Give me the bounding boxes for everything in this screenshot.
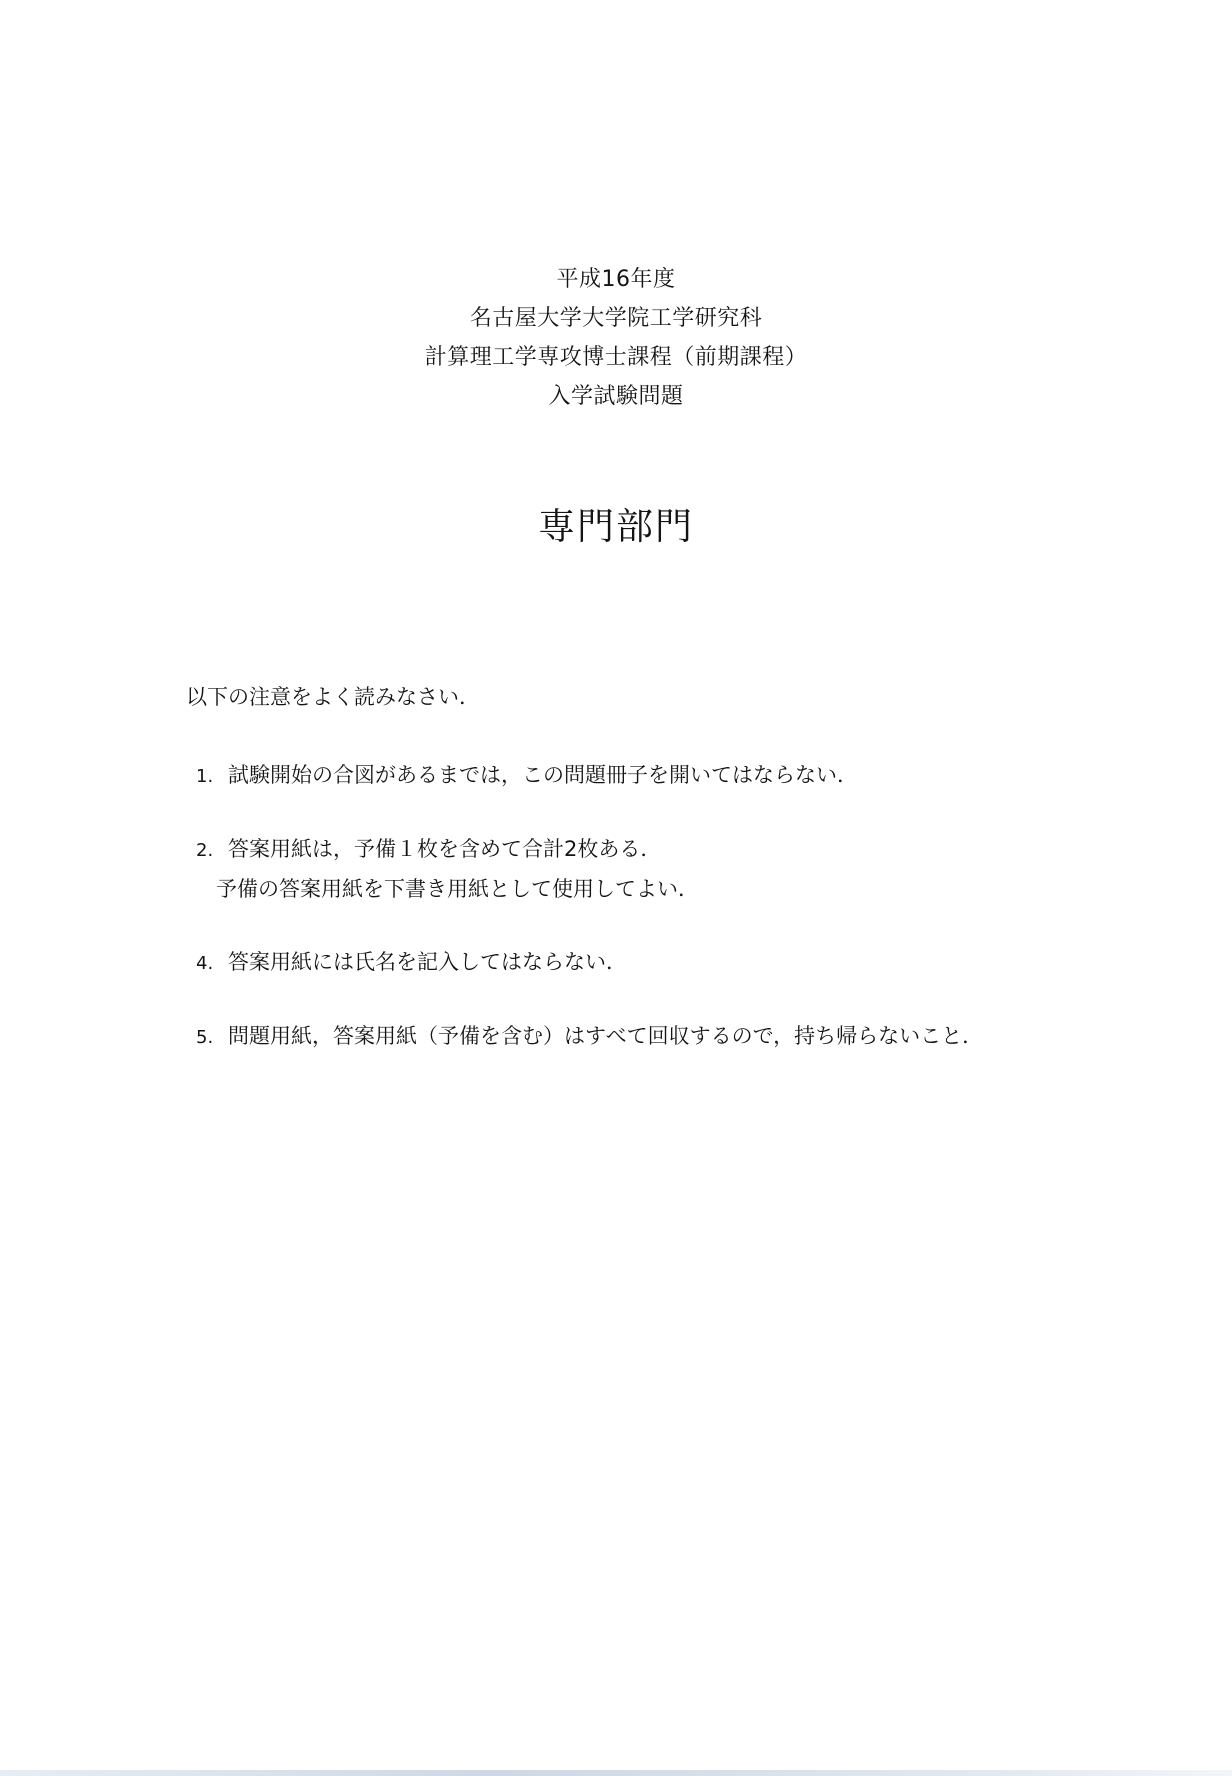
scan-edge-shading bbox=[0, 1770, 1232, 1776]
note-text: 答案用紙には氏名を記入してはならない． bbox=[228, 950, 627, 974]
exam-year: 平成16年度 bbox=[556, 267, 676, 292]
note-number: 5. bbox=[196, 1027, 214, 1048]
university-school: 名古屋大学大学院工学研究科 bbox=[469, 306, 763, 331]
section-title: 専門部門 bbox=[538, 505, 694, 548]
department-program: 計算理工学専攻博士課程（前期課程） bbox=[424, 345, 808, 370]
note-text: 問題用紙，答案用紙（予備を含む）はすべて回収するので，持ち帰らないこと． bbox=[228, 1024, 984, 1048]
exam-type: 入学試験問題 bbox=[548, 384, 684, 409]
note-item bbox=[196, 756, 858, 796]
note-item bbox=[196, 943, 627, 983]
exam-header bbox=[0, 260, 1232, 416]
note-number: 4. bbox=[196, 953, 214, 974]
note-continuation: 予備の答案用紙を下書き用紙として使用してよい． bbox=[216, 877, 699, 901]
note-text: 試験開始の合図があるまでは，この問題冊子を開いてはならない． bbox=[228, 763, 858, 787]
note-text: 答案用紙は，予備１枚を含めて合計2枚ある． bbox=[228, 837, 662, 861]
note-number: 1. bbox=[196, 766, 214, 787]
instructions-intro: 以下の注意をよく読みなさい． bbox=[186, 685, 480, 709]
note-item bbox=[196, 1017, 983, 1057]
note-number: 2. bbox=[196, 840, 214, 861]
note-item bbox=[196, 830, 699, 908]
